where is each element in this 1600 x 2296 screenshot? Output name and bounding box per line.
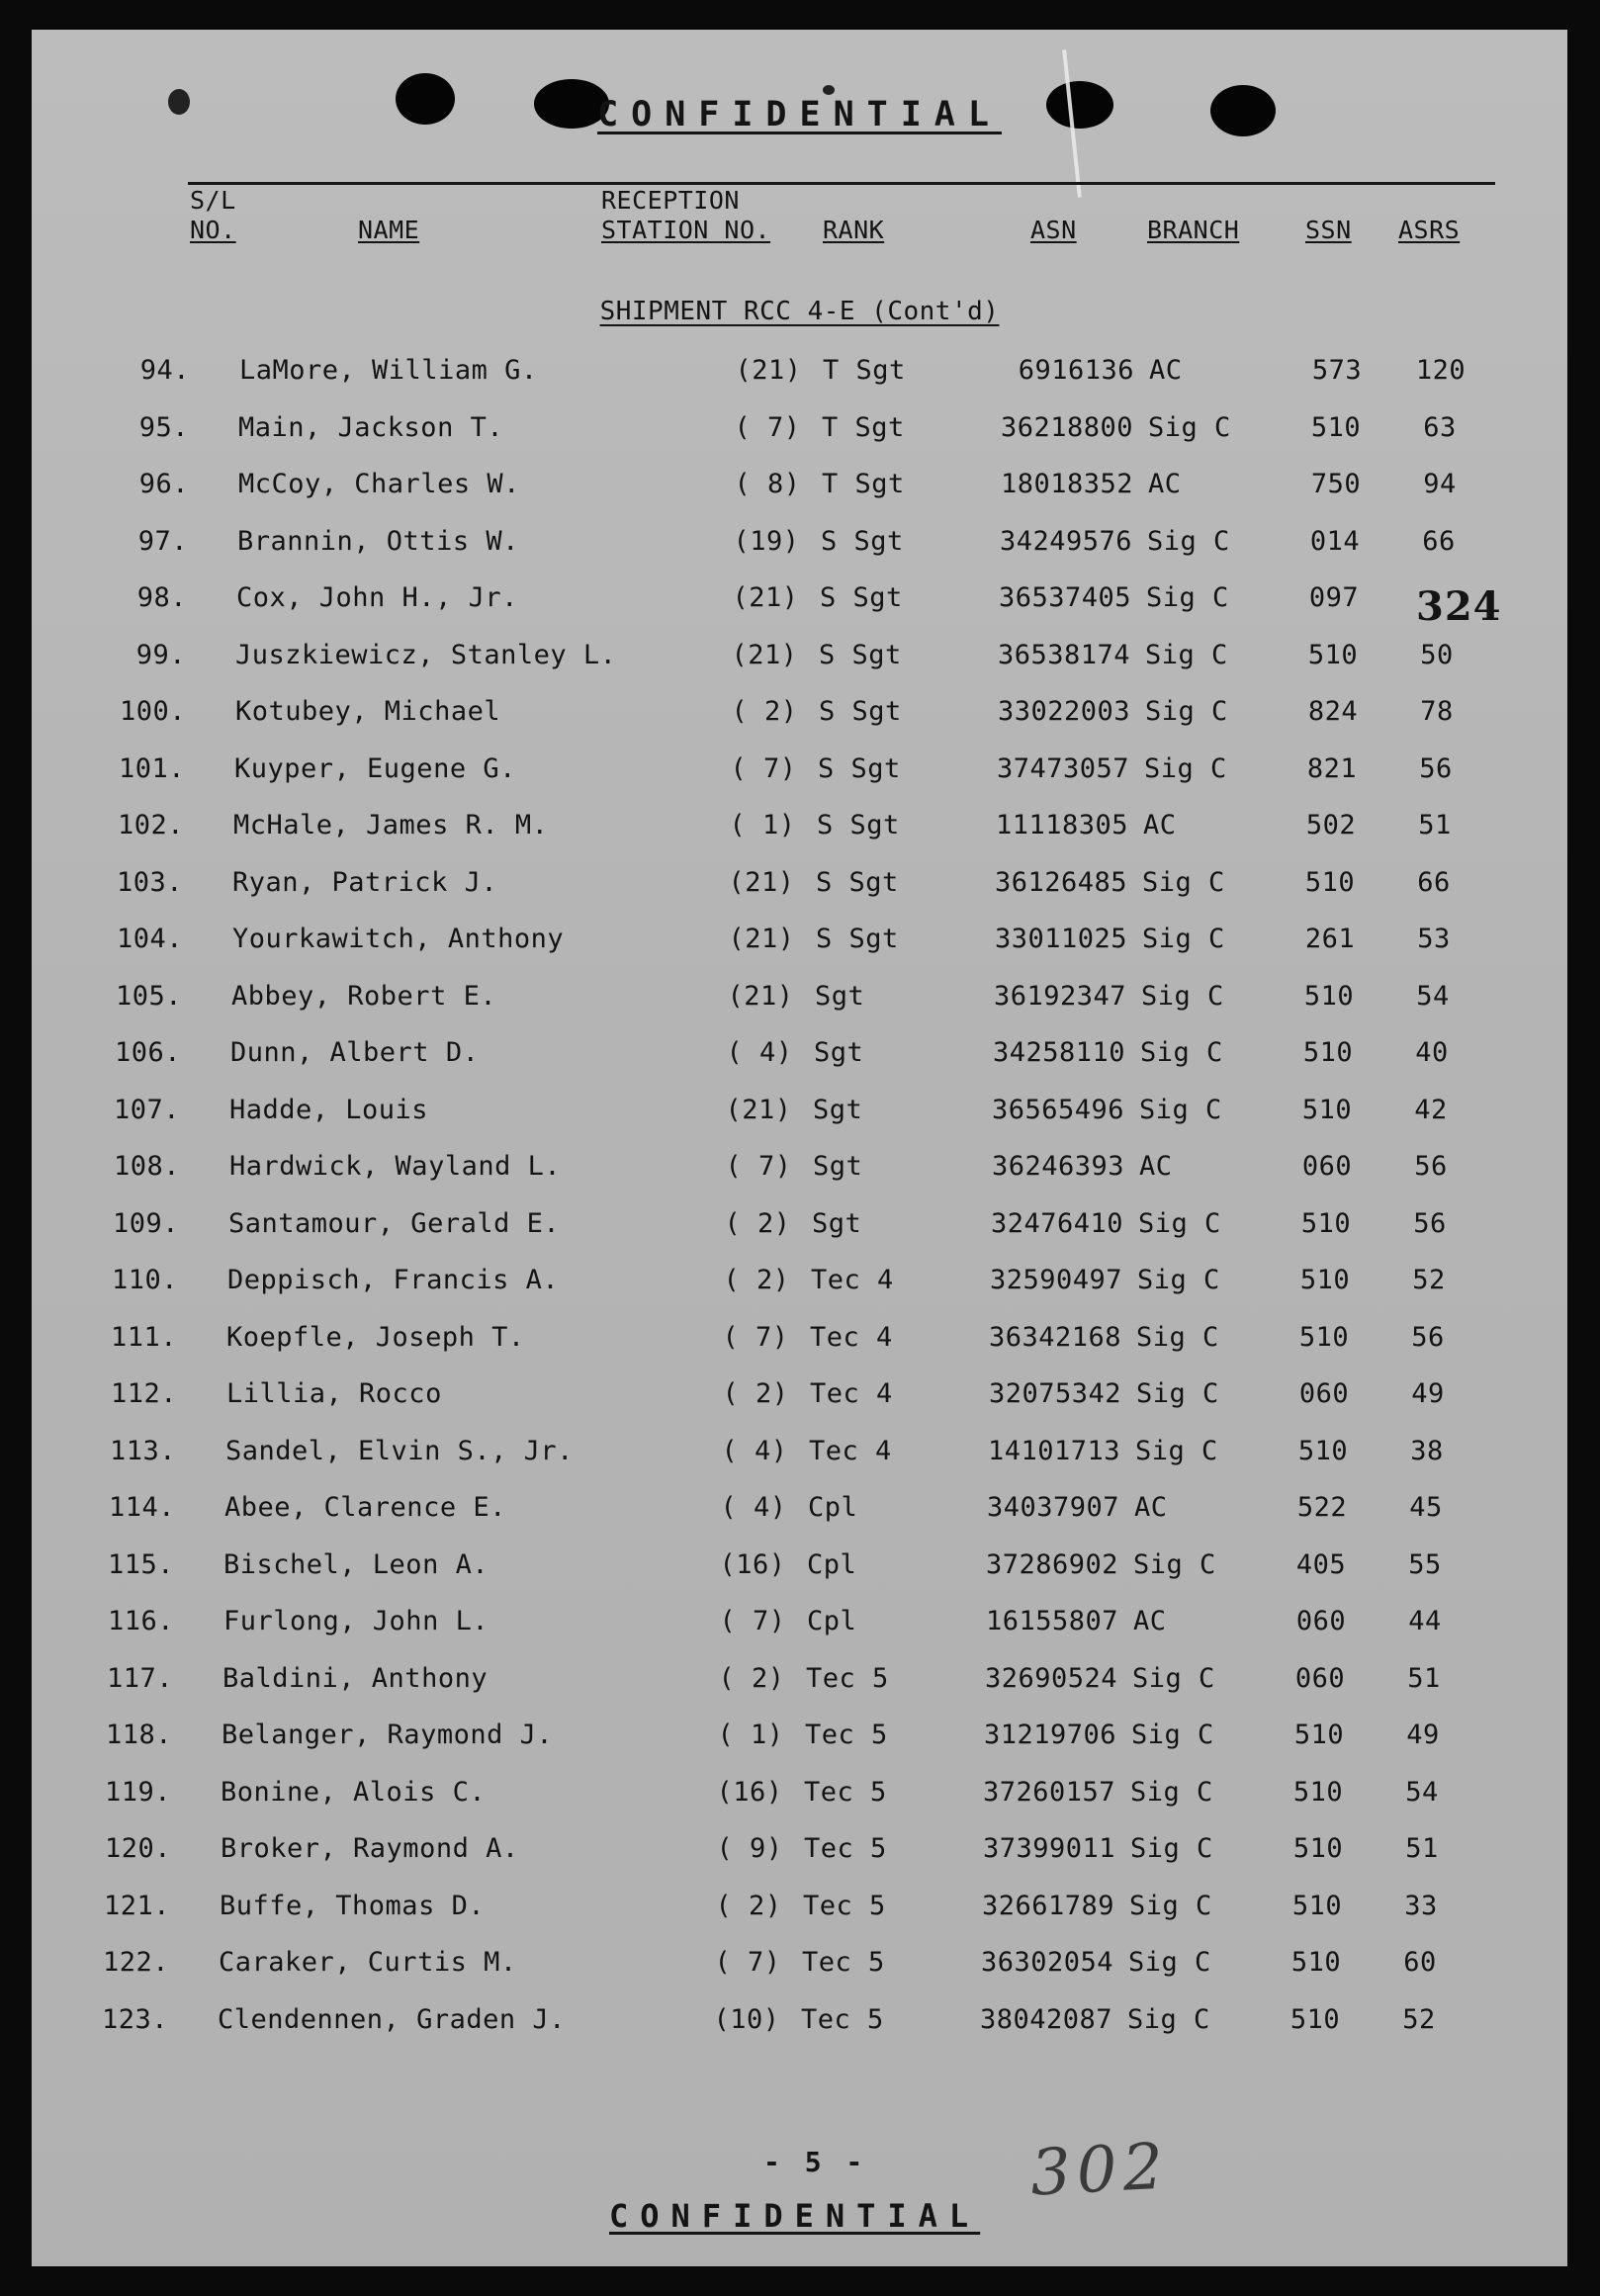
row-asrs: 56 <box>1414 1151 1448 1182</box>
row-asrs: 63 <box>1423 411 1457 443</box>
row-branch: Sig C <box>1141 980 1224 1012</box>
row-name: Juszkiewicz, Stanley L. <box>235 639 617 670</box>
row-asn: 33022003 <box>997 696 1130 727</box>
row-station: ( 2) <box>722 1378 789 1409</box>
row-ssn: 060 <box>1294 1662 1346 1694</box>
table-row <box>32 2000 1567 2058</box>
row-asn: 36246393 <box>991 1151 1124 1182</box>
row-ssn: 510 <box>1299 1265 1351 1295</box>
row-sl-no: 106. <box>114 1037 181 1068</box>
table-row <box>32 806 1567 863</box>
row-name: Buffe, Thomas D. <box>220 1890 486 1921</box>
table-row <box>32 1773 1567 1830</box>
row-rank: S Sgt <box>819 639 902 670</box>
table-row <box>32 1204 1567 1262</box>
row-asn: 38042087 <box>979 2003 1112 2035</box>
row-asrs: 49 <box>1411 1378 1445 1409</box>
row-station: ( 2) <box>724 1207 791 1239</box>
row-ssn: 510 <box>1300 1207 1352 1239</box>
row-name: Bischel, Leon A. <box>223 1548 489 1580</box>
row-station: ( 1) <box>729 810 796 840</box>
row-branch: Sig C <box>1138 1207 1221 1239</box>
row-name: Abee, Clarence E. <box>224 1492 506 1523</box>
row-asn: 32476410 <box>990 1207 1123 1239</box>
row-rank: Sgt <box>813 1151 863 1182</box>
row-branch: Sig C <box>1137 1265 1220 1295</box>
row-rank: Tec 5 <box>801 2003 884 2035</box>
row-branch: Sig C <box>1133 1548 1216 1580</box>
classification-footer: CONFIDENTIAL <box>609 2197 981 2235</box>
row-rank: Sgt <box>815 980 865 1012</box>
row-sl-no: 114. <box>108 1492 175 1523</box>
row-name: Furlong, John L. <box>223 1606 489 1636</box>
row-asn: 36342168 <box>988 1321 1121 1353</box>
row-branch: Sig C <box>1147 525 1230 557</box>
row-rank: Cpl <box>807 1606 857 1636</box>
table-row <box>32 863 1567 921</box>
row-asn: 36565496 <box>991 1094 1124 1125</box>
row-asrs: 52 <box>1412 1265 1446 1295</box>
row-asrs: 53 <box>1417 924 1451 954</box>
row-sl-no: 116. <box>107 1606 174 1636</box>
row-asrs: 66 <box>1422 525 1456 557</box>
row-station: (21) <box>727 980 794 1012</box>
row-branch: Sig C <box>1148 411 1231 443</box>
row-sl-no: 115. <box>107 1548 174 1580</box>
row-name: Cox, John H., Jr. <box>236 582 518 613</box>
row-asrs: 66 <box>1417 866 1451 898</box>
table-row <box>32 977 1567 1034</box>
table-row <box>32 692 1567 750</box>
row-station: (21) <box>728 924 795 954</box>
row-rank: Tec 5 <box>805 1720 888 1750</box>
row-sl-no: 104. <box>116 924 183 954</box>
row-rank: Tec 5 <box>803 1890 886 1921</box>
table-row <box>32 1659 1567 1717</box>
row-sl-no: 99. <box>135 639 186 670</box>
row-station: (10) <box>713 2003 780 2035</box>
row-asrs: 42 <box>1414 1094 1448 1125</box>
row-asrs: 33 <box>1404 1890 1438 1921</box>
row-asrs: 55 <box>1408 1548 1442 1580</box>
row-name: Ryan, Patrick J. <box>232 866 498 898</box>
row-rank: S Sgt <box>816 866 899 898</box>
row-sl-no: 107. <box>113 1094 180 1125</box>
row-rank: Tec 4 <box>811 1265 894 1295</box>
row-name: McHale, James R. M. <box>233 810 549 840</box>
row-asn: 6916136 <box>1018 355 1134 386</box>
row-asrs: 49 <box>1406 1720 1440 1750</box>
row-branch: Sig C <box>1136 1321 1219 1353</box>
table-row <box>32 1716 1567 1773</box>
document-page <box>32 30 1567 2266</box>
row-sl-no: 96. <box>138 469 189 499</box>
row-station: ( 4) <box>720 1492 787 1523</box>
section-title: SHIPMENT RCC 4-E (Cont'd) <box>599 297 1000 326</box>
row-asn: 36192347 <box>993 980 1126 1012</box>
row-rank: Sgt <box>813 1094 863 1125</box>
row-rank: Tec 4 <box>810 1321 893 1353</box>
table-row <box>32 1545 1567 1603</box>
row-ssn: 522 <box>1296 1492 1348 1523</box>
row-ssn: 510 <box>1304 866 1356 898</box>
row-rank: S Sgt <box>821 525 904 557</box>
row-asn: 36302054 <box>980 1947 1113 1978</box>
table-row <box>32 408 1567 466</box>
row-asrs: 52 <box>1402 2003 1436 2035</box>
row-sl-no: 110. <box>111 1265 178 1295</box>
row-station: ( 7) <box>725 1151 792 1182</box>
ink-speck <box>823 85 835 95</box>
row-rank: S Sgt <box>816 924 899 954</box>
row-asn: 32661789 <box>981 1890 1114 1921</box>
row-ssn: 510 <box>1307 639 1359 670</box>
table-row <box>32 1829 1567 1887</box>
row-rank: Tec 4 <box>810 1378 893 1409</box>
row-branch: AC <box>1139 1151 1173 1182</box>
row-name: Hardwick, Wayland L. <box>229 1151 562 1182</box>
row-rank: Tec 5 <box>802 1947 885 1978</box>
row-name: LaMore, William G. <box>239 355 538 386</box>
row-station: (21) <box>732 582 799 613</box>
row-station: ( 7) <box>722 1321 789 1353</box>
row-asn: 34037907 <box>986 1492 1119 1523</box>
row-ssn: 014 <box>1309 525 1361 557</box>
row-sl-no: 100. <box>119 696 186 727</box>
table-row <box>32 351 1567 408</box>
row-station: ( 8) <box>734 469 801 499</box>
row-ssn: 510 <box>1293 1720 1345 1750</box>
row-station: (21) <box>735 355 802 386</box>
row-branch: Sig C <box>1135 1435 1218 1466</box>
row-rank: Cpl <box>808 1492 858 1523</box>
row-sl-no: 123. <box>101 2003 168 2035</box>
row-branch: AC <box>1134 1492 1168 1523</box>
row-rank: Tec 5 <box>806 1662 889 1694</box>
row-station: ( 2) <box>731 696 798 727</box>
row-asn: 14101713 <box>987 1435 1120 1466</box>
row-rank: T Sgt <box>822 469 905 499</box>
row-asrs: 38 <box>1410 1435 1444 1466</box>
row-name: Hadde, Louis <box>229 1094 429 1125</box>
handwritten-note: 302 <box>1028 2130 1171 2211</box>
row-sl-no: 121. <box>103 1890 170 1921</box>
row-rank: Tec 5 <box>804 1833 887 1864</box>
row-name: Deppisch, Francis A. <box>227 1265 560 1295</box>
row-branch: Sig C <box>1130 1833 1213 1864</box>
row-sl-no: 113. <box>109 1435 176 1466</box>
row-rank: T Sgt <box>823 355 906 386</box>
table-row <box>32 1602 1567 1659</box>
row-rank: Tec 5 <box>804 1776 887 1808</box>
row-ssn: 510 <box>1290 1947 1342 1978</box>
row-branch: Sig C <box>1127 2003 1210 2035</box>
row-asrs: 56 <box>1411 1321 1445 1353</box>
row-sl-no: 111. <box>110 1321 177 1353</box>
col-head-sl-no: S/L NO. <box>190 186 236 244</box>
row-ssn: 510 <box>1291 1890 1343 1921</box>
row-ssn: 097 <box>1308 582 1360 613</box>
row-ssn: 510 <box>1289 2003 1341 2035</box>
row-sl-no: 109. <box>112 1207 179 1239</box>
row-name: Lillia, Rocco <box>226 1378 442 1409</box>
row-station: ( 4) <box>721 1435 788 1466</box>
row-ssn: 060 <box>1301 1151 1353 1182</box>
row-branch: Sig C <box>1136 1378 1219 1409</box>
row-station: ( 7) <box>714 1947 781 1978</box>
row-asn: 16155807 <box>985 1606 1118 1636</box>
table-row <box>32 522 1567 579</box>
col-head-rank: RANK <box>823 216 885 244</box>
row-sl-no: 94. <box>139 355 190 386</box>
row-asn: 34249576 <box>999 525 1132 557</box>
row-asn: 31219706 <box>983 1720 1116 1750</box>
row-branch: Sig C <box>1146 582 1229 613</box>
row-asn: 18018352 <box>1000 469 1133 499</box>
row-asrs: 94 <box>1423 469 1457 499</box>
row-ssn: 060 <box>1295 1606 1347 1636</box>
row-station: ( 1) <box>717 1720 784 1750</box>
col-head-reception-station: RECEPTION STATION NO. <box>601 186 771 244</box>
row-sl-no: 101. <box>118 752 185 784</box>
table-row <box>32 636 1567 693</box>
row-sl-no: 117. <box>106 1662 173 1694</box>
row-rank: S Sgt <box>817 810 900 840</box>
row-branch: Sig C <box>1145 696 1228 727</box>
row-asn: 32690524 <box>984 1662 1117 1694</box>
col-head-name: NAME <box>358 216 420 244</box>
row-sl-no: 103. <box>116 866 183 898</box>
row-sl-no: 98. <box>136 582 187 613</box>
row-branch: Sig C <box>1144 752 1227 784</box>
row-asn: 37260157 <box>982 1776 1115 1808</box>
table-row <box>32 1488 1567 1545</box>
row-ssn: 510 <box>1303 980 1355 1012</box>
row-sl-no: 105. <box>115 980 182 1012</box>
row-ssn: 510 <box>1302 1037 1354 1068</box>
row-rank: S Sgt <box>820 582 903 613</box>
row-name: Baldini, Anthony <box>222 1662 489 1694</box>
row-rank: Tec 4 <box>809 1435 892 1466</box>
row-branch: Sig C <box>1140 1037 1223 1068</box>
row-station: (21) <box>728 866 795 898</box>
row-branch: AC <box>1148 469 1182 499</box>
row-name: Dunn, Albert D. <box>230 1037 480 1068</box>
row-ssn: 510 <box>1292 1776 1344 1808</box>
row-rank: S Sgt <box>819 696 902 727</box>
row-sl-no: 118. <box>105 1720 172 1750</box>
row-station: ( 2) <box>715 1890 782 1921</box>
row-branch: Sig C <box>1128 1947 1211 1978</box>
table-row <box>32 1318 1567 1375</box>
row-branch: AC <box>1149 355 1183 386</box>
row-asrs: 56 <box>1419 752 1453 784</box>
row-station: ( 2) <box>723 1265 790 1295</box>
row-asrs: 78 <box>1420 696 1454 727</box>
row-asrs: 56 <box>1413 1207 1447 1239</box>
table-row <box>32 1887 1567 1944</box>
row-station: ( 2) <box>718 1662 785 1694</box>
row-rank: Sgt <box>812 1207 862 1239</box>
row-asrs: 50 <box>1420 639 1454 670</box>
row-ssn: 510 <box>1301 1094 1353 1125</box>
row-station: ( 7) <box>734 411 801 443</box>
row-rank: T Sgt <box>822 411 905 443</box>
row-rank: S Sgt <box>818 752 901 784</box>
row-asn: 36537405 <box>998 582 1131 613</box>
row-asn: 36538174 <box>997 639 1130 670</box>
row-branch: Sig C <box>1142 866 1225 898</box>
row-ssn: 405 <box>1295 1548 1347 1580</box>
row-branch: AC <box>1143 810 1177 840</box>
row-asn: 32590497 <box>989 1265 1122 1295</box>
row-branch: Sig C <box>1130 1776 1213 1808</box>
row-asn: 32075342 <box>988 1378 1121 1409</box>
row-station: (21) <box>731 639 798 670</box>
row-asn: 33011025 <box>994 924 1127 954</box>
row-branch: Sig C <box>1142 924 1225 954</box>
row-branch: Sig C <box>1145 639 1228 670</box>
row-station: ( 4) <box>726 1037 793 1068</box>
row-name: Bonine, Alois C. <box>221 1776 487 1808</box>
row-branch: Sig C <box>1131 1720 1214 1750</box>
row-rank: Cpl <box>807 1548 857 1580</box>
row-asn: 36126485 <box>994 866 1127 898</box>
row-sl-no: 112. <box>110 1378 177 1409</box>
row-branch: AC <box>1133 1606 1167 1636</box>
row-sl-no: 97. <box>137 525 188 557</box>
row-branch: Sig C <box>1129 1890 1212 1921</box>
row-station: (19) <box>733 525 800 557</box>
row-sl-no: 95. <box>138 411 189 443</box>
row-name: Koepfle, Joseph T. <box>226 1321 525 1353</box>
table-row <box>32 1147 1567 1204</box>
row-asn: 11118305 <box>995 810 1128 840</box>
row-station: ( 9) <box>716 1833 783 1864</box>
row-ssn: 821 <box>1306 752 1358 784</box>
row-sl-no: 120. <box>104 1833 171 1864</box>
row-ssn: 824 <box>1307 696 1359 727</box>
row-asrs: 51 <box>1418 810 1452 840</box>
row-ssn: 510 <box>1310 411 1362 443</box>
row-station: (16) <box>719 1548 786 1580</box>
table-row <box>32 1374 1567 1432</box>
row-station: (21) <box>725 1094 792 1125</box>
row-asrs: 40 <box>1415 1037 1449 1068</box>
row-ssn: 510 <box>1292 1833 1344 1864</box>
row-asrs: 44 <box>1408 1606 1442 1636</box>
row-station: ( 7) <box>719 1606 786 1636</box>
row-branch: Sig C <box>1139 1094 1222 1125</box>
row-name: Caraker, Curtis M. <box>219 1947 517 1978</box>
col-head-asn: ASN <box>1030 216 1077 244</box>
table-row <box>32 465 1567 522</box>
row-asn: 37286902 <box>985 1548 1118 1580</box>
row-asrs: 45 <box>1409 1492 1443 1523</box>
row-asrs: 51 <box>1405 1833 1439 1864</box>
row-name: Kuyper, Eugene G. <box>234 752 516 784</box>
classification-header: CONFIDENTIAL <box>597 95 1002 134</box>
row-name: Belanger, Raymond J. <box>222 1720 554 1750</box>
row-sl-no: 119. <box>104 1776 171 1808</box>
col-head-ssn: SSN <box>1305 216 1352 244</box>
row-ssn: 510 <box>1298 1321 1350 1353</box>
table-row <box>32 1943 1567 2000</box>
page-number: - 5 - <box>763 2146 867 2178</box>
row-name: Sandel, Elvin S., Jr. <box>225 1435 574 1466</box>
row-ssn: 060 <box>1298 1378 1350 1409</box>
row-station: (16) <box>716 1776 783 1808</box>
table-row <box>32 920 1567 977</box>
stamped-number: 324 <box>1416 583 1502 630</box>
row-asn: 37473057 <box>996 752 1129 784</box>
row-ssn: 261 <box>1304 924 1356 954</box>
col-head-branch: BRANCH <box>1147 216 1240 244</box>
table-row <box>32 1091 1567 1148</box>
row-sl-no: 102. <box>117 810 184 840</box>
row-name: Broker, Raymond A. <box>221 1833 519 1864</box>
row-asrs: 54 <box>1405 1776 1439 1808</box>
col-head-asrs: ASRS <box>1398 216 1461 244</box>
row-name: Abbey, Robert E. <box>231 980 497 1012</box>
row-name: Main, Jackson T. <box>238 411 504 443</box>
roster-table <box>32 351 1567 2057</box>
row-asn: 36218800 <box>1000 411 1133 443</box>
table-row <box>32 578 1567 636</box>
row-name: Kotubey, Michael <box>235 696 501 727</box>
row-ssn: 750 <box>1310 469 1362 499</box>
table-row <box>32 1432 1567 1489</box>
row-name: Clendennen, Graden J. <box>218 2003 566 2035</box>
table-row <box>32 1261 1567 1318</box>
header-rule <box>188 182 1495 185</box>
table-row <box>32 1033 1567 1091</box>
row-asn: 37399011 <box>982 1833 1115 1864</box>
row-rank: Sgt <box>814 1037 864 1068</box>
row-ssn: 502 <box>1305 810 1357 840</box>
row-ssn: 510 <box>1297 1435 1349 1466</box>
row-ssn: 573 <box>1311 355 1363 386</box>
row-station: ( 7) <box>730 752 797 784</box>
row-name: McCoy, Charles W. <box>238 469 520 499</box>
row-name: Santamour, Gerald E. <box>228 1207 561 1239</box>
row-asrs: 51 <box>1407 1662 1441 1694</box>
row-sl-no: 108. <box>113 1151 180 1182</box>
row-name: Brannin, Ottis W. <box>237 525 519 557</box>
row-branch: Sig C <box>1132 1662 1215 1694</box>
row-asrs: 54 <box>1416 980 1450 1012</box>
row-asn: 34258110 <box>992 1037 1125 1068</box>
row-asrs: 60 <box>1403 1947 1437 1978</box>
row-name: Yourkawitch, Anthony <box>232 924 565 954</box>
row-asrs: 120 <box>1415 355 1467 386</box>
table-row <box>32 750 1567 807</box>
row-sl-no: 122. <box>102 1947 169 1978</box>
